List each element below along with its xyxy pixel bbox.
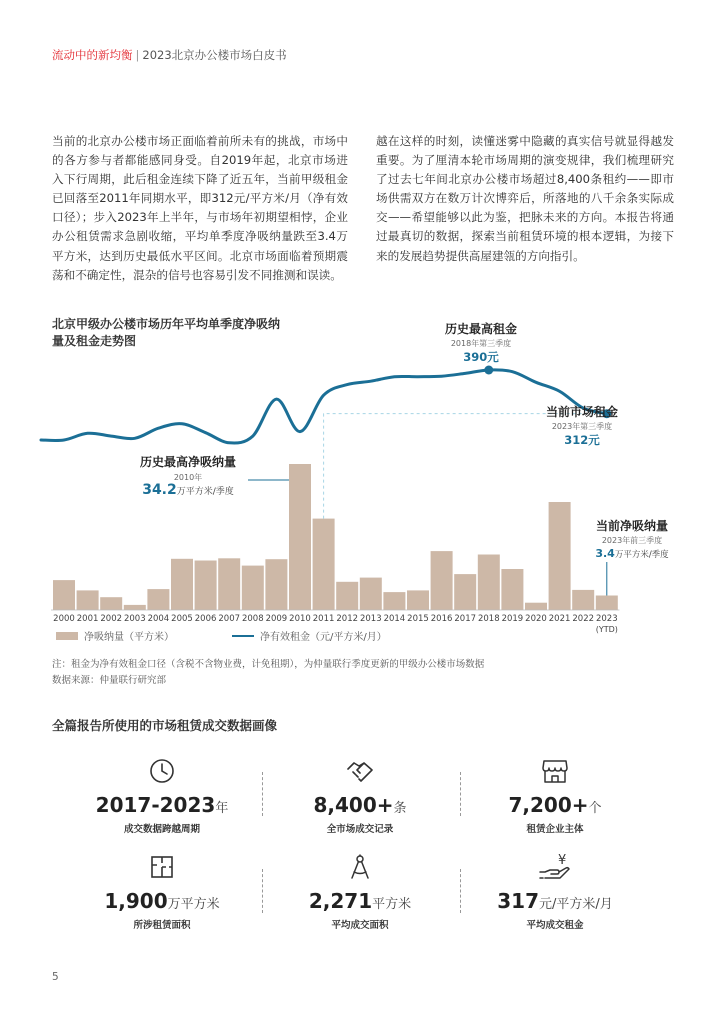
- bar-2014: [383, 592, 405, 610]
- stat-tenants: [455, 757, 655, 835]
- svg-text:¥: ¥: [558, 853, 567, 868]
- xtick-2004: 2004: [147, 614, 170, 624]
- current-absorption-label: 当前净吸纳量: [595, 519, 669, 533]
- xtick-2005: 2005: [171, 614, 193, 624]
- rent-marker-2018: [484, 366, 493, 375]
- peak-absorption-unit: 万平方米/季度: [176, 487, 234, 497]
- xtick-2021: 2021: [548, 614, 571, 624]
- current-rent-label: 当前市场租金: [545, 405, 619, 419]
- yuan-hand-icon: [455, 853, 655, 881]
- stat-avg-rent-value: 317: [497, 889, 539, 913]
- bar-2002: [100, 597, 122, 610]
- header-separator: |: [135, 48, 140, 62]
- xtick-2010: 2010: [289, 614, 311, 624]
- peak-absorption-value: 34.2: [142, 482, 177, 498]
- bars-layer: [51, 464, 619, 610]
- stat-avg-area-desc: 平均成交面积: [331, 920, 389, 931]
- stat-records-value: 8,400+: [313, 793, 394, 817]
- xtick-2014: 2014: [383, 614, 406, 624]
- xtick-2020: 2020: [525, 614, 547, 624]
- xtick-2009: 2009: [265, 614, 288, 624]
- peak-absorption-label: 历史最高净吸纳量: [139, 455, 237, 469]
- bar-2001: [77, 590, 99, 610]
- compass-icon: [260, 853, 460, 881]
- xtick-2003: 2003: [123, 614, 146, 624]
- current-absorption-value-line: [595, 547, 669, 560]
- bar-2018: [478, 555, 500, 611]
- stat-tenants-value: 7,200+: [508, 793, 589, 817]
- stat-avg-area: [260, 853, 460, 931]
- xtick-2012: 2012: [336, 614, 359, 624]
- xtick-2000: 2000: [53, 614, 75, 624]
- bar-2016: [431, 551, 453, 610]
- section-title: 全篇报告所使用的市场租赁成交数据画像: [52, 718, 278, 733]
- stat-area-unit: 万平方米: [167, 897, 220, 912]
- rent-absorption-chart: [0, 300, 724, 640]
- chart-title: 北京甲级办公楼市场历年平均单季度净吸纳量及租金走势图: [52, 317, 281, 348]
- bar-2019: [501, 569, 523, 610]
- xtick-2023: 2023: [595, 614, 618, 624]
- xtick-2006: 2006: [194, 614, 217, 624]
- stat-records: [260, 757, 460, 835]
- peak-absorption-period: 2010年: [173, 473, 203, 482]
- xtick-2011: 2011: [312, 614, 335, 624]
- legend-line-swatch: [232, 635, 254, 637]
- current-absorption-unit: 万平方米/季度: [614, 550, 669, 560]
- bar-2013: [360, 578, 382, 610]
- current-rent-value: 312元: [564, 433, 600, 447]
- bar-2015: [407, 590, 429, 610]
- bar-2022: [572, 590, 594, 610]
- clock-icon: [62, 757, 262, 785]
- bar-2006: [195, 561, 217, 611]
- bar-2007: [218, 558, 240, 610]
- right-paragraph: 越在这样的时刻，读懂迷雾中隐藏的真实信号就显得越发重要。为了厘清本轮市场周期的演变规律，我们梳理研究了过去七年间北京办公楼市场超过8,400条租约——即市场供需双方在数万计次博弈后，所落地的八千余条实际成交——希望能够以此为鉴，把脉未来的方向。本报告将通过最真切的数据，探索当前租赁环境的根本逻辑，为接下来的发展趋势提供高屋建瓴的方向指引。: [376, 134, 674, 263]
- stat-area: [62, 853, 262, 931]
- stat-avg-rent-unit: 元/平方米/月: [538, 897, 613, 912]
- xtick-2015: 2015: [407, 614, 429, 624]
- bar-2004: [147, 589, 169, 610]
- legend-bar-label: 净吸纳量（平方米）: [84, 632, 174, 643]
- xtick-2019: 2019: [501, 614, 524, 624]
- bar-2023: [596, 596, 618, 611]
- xtick-2008: 2008: [241, 614, 264, 624]
- current-absorption-period: 2023年前三季度: [601, 536, 663, 545]
- chart-notes: [52, 657, 484, 689]
- header-title: 2023北京办公楼市场白皮书: [142, 48, 287, 62]
- legend-line-label: 净有效租金（元/平方米/月）: [260, 632, 387, 643]
- xtick-2002: 2002: [100, 614, 123, 624]
- xtick-2017: 2017: [454, 614, 477, 624]
- bar-2005: [171, 559, 193, 610]
- bar-2009: [265, 559, 287, 610]
- annotation-peak-absorption: [140, 454, 236, 498]
- annotation-current-absorption: [595, 518, 669, 560]
- xtick-2016: 2016: [430, 614, 453, 624]
- chart-note: 注：租金为净有效租金口径（含税不含物业费，计免租期），为仲量联行季度更新的甲级办公楼市场数据: [52, 659, 485, 670]
- bar-2003: [124, 605, 146, 610]
- stat-avg-rent-desc: 平均成交租金: [526, 920, 584, 931]
- stat-area-desc: 所涉租赁面积: [133, 920, 191, 931]
- xtick-2022: 2022: [572, 614, 595, 624]
- xtick-2013: 2013: [359, 614, 382, 624]
- xtick-2001: 2001: [76, 614, 99, 624]
- bar-2000: [53, 580, 75, 610]
- bar-2020: [525, 603, 547, 610]
- stat-area-value: 1,900: [104, 889, 168, 913]
- stat-period-unit: 年: [215, 801, 229, 816]
- xtick-2018: 2018: [477, 614, 500, 624]
- stat-period-value: 2017-2023: [95, 793, 216, 817]
- current-absorption-value: 3.4: [595, 547, 615, 560]
- stat-tenants-desc: 租赁企业主体: [526, 824, 584, 835]
- page-header: [52, 47, 287, 63]
- bar-2008: [242, 566, 264, 610]
- xtick-2007: 2007: [218, 614, 241, 624]
- peak-rent-label: 历史最高租金: [444, 322, 518, 336]
- peak-absorption-value-line: [142, 482, 234, 498]
- header-accent: 流动中的新均衡: [52, 48, 133, 62]
- peak-rent-period: 2018年第三季度: [450, 339, 512, 348]
- annotation-peak-rent: [445, 321, 517, 364]
- storefront-icon: [455, 757, 655, 785]
- annotation-current-rent: [546, 404, 618, 447]
- chart-legend: [56, 628, 387, 643]
- stat-period: [62, 757, 262, 835]
- bar-2011: [313, 519, 335, 610]
- stat-avg-rent: [455, 853, 655, 931]
- peak-rent-value: 390元: [463, 350, 499, 364]
- floorplan-icon: [62, 853, 262, 881]
- chart-source: 数据来源：仲量联行研究部: [52, 675, 167, 686]
- stat-tenants-unit: 个: [588, 801, 602, 816]
- bar-2021: [549, 502, 571, 610]
- stat-avg-area-unit: 平方米: [372, 897, 412, 912]
- bar-2012: [336, 582, 358, 610]
- left-paragraph: 当前的北京办公楼市场正面临着前所未有的挑战，市场中的各方参与者都能感同身受。自2019年起，北京市场进入下行周期，此后租金连续下降了近五年，当前甲级租金已回落至2011年同期水平，即312元/平方米/月（净有效口径）；步入2023年上半年，与市场年初期望相悖，企业办公租赁需求急剧收缩，平均单季度净吸纳量跌至3.4万平方米，达到历史最低水平区间。北京市场面临着预期震荡和不确定性，混杂的信号也容易引发不同推测和误读。: [52, 134, 348, 282]
- legend-bar-swatch: [56, 632, 78, 640]
- bar-2017: [454, 574, 476, 610]
- handshake-icon: [260, 757, 460, 785]
- line-layer: [41, 366, 611, 444]
- xtick-sub-2023: (YTD): [595, 625, 618, 634]
- stat-period-desc: 成交数据跨越周期: [123, 824, 200, 835]
- stat-records-unit: 条: [393, 801, 407, 816]
- page-number: 5: [52, 971, 59, 983]
- stat-records-desc: 全市场成交记录: [326, 824, 394, 835]
- bar-2010: [289, 464, 311, 610]
- current-rent-period: 2023年第三季度: [551, 422, 613, 431]
- stat-avg-area-value: 2,271: [308, 889, 373, 913]
